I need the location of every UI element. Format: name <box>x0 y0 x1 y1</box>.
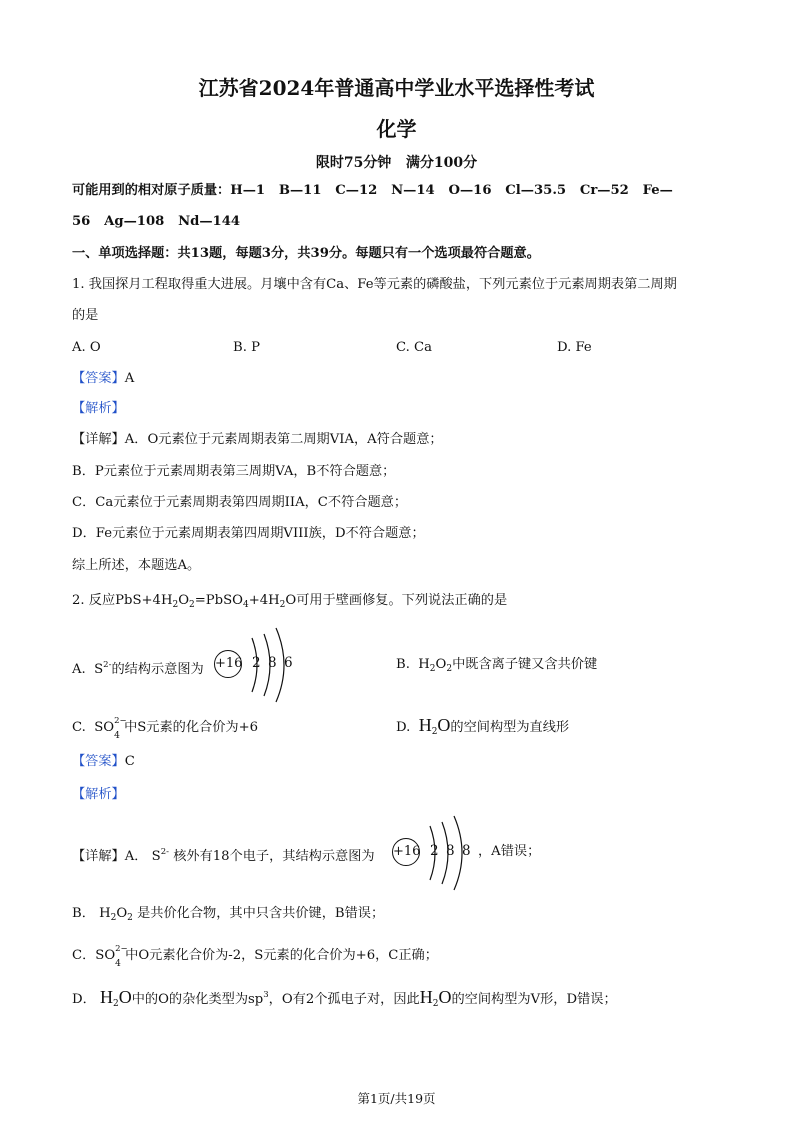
eq-part: +4H <box>248 593 280 608</box>
charge: 2- <box>160 847 169 857</box>
q2-option-b <box>396 656 597 678</box>
q2-analysis-tag: 【解析】 <box>72 787 125 802</box>
s2-structure-diagram-a <box>214 650 304 680</box>
time-info: 限时75分钟 满分100分 <box>315 155 478 171</box>
ion-scripts <box>114 716 127 741</box>
answer-value: C <box>124 754 135 769</box>
formula: O <box>437 715 451 735</box>
subscript: 2 <box>429 664 436 674</box>
eq-sub: 4 <box>242 600 249 610</box>
q2-option-c <box>72 716 259 741</box>
formula: SO <box>95 948 116 963</box>
atomic-masses-line2: 56 Ag—108 Nd—144 <box>72 214 241 229</box>
shell-electrons: 6 <box>284 655 293 671</box>
q1-stem-line2: 的是 <box>72 308 99 323</box>
detail-prefix: B． <box>72 906 95 921</box>
formula: O <box>116 906 128 921</box>
q2-option-a <box>72 656 204 679</box>
shell-electrons: 8 <box>446 843 455 859</box>
q1-detail-d: D．Fe元素位于元素周期表第四周期VIII族，D不符合题意； <box>72 526 425 541</box>
formula: O <box>435 657 447 672</box>
eq-sub: 2 <box>172 600 179 610</box>
option-label: B. <box>396 657 410 672</box>
answer-tag: 【答案】 <box>72 754 125 769</box>
option-text: 中既含离子键又含共价键 <box>452 657 598 672</box>
detail-tag: 【详解】 <box>72 849 125 864</box>
answer-value: A <box>124 371 135 386</box>
subscript: 2 <box>127 913 133 923</box>
subscript: 2 <box>112 999 119 1009</box>
q1-option-d: D. Fe <box>557 340 592 355</box>
answer-tag: 【答案】 <box>72 371 125 386</box>
eq-sub: 2 <box>279 600 286 610</box>
charge: 2− <box>114 716 127 726</box>
section-heading: 一、单项选择题：共13题，每题3分，共39分。每题只有一个选项最符合题意。 <box>72 246 540 261</box>
option-label: C. <box>72 720 86 735</box>
q2-detail-a-end: ，A错误； <box>478 844 541 859</box>
shell-electrons: 8 <box>462 843 471 859</box>
superscript: 3 <box>263 990 269 1000</box>
detail-text: A．O元素位于元素周期表第二周期VIA，A符合题意； <box>124 432 443 447</box>
q2-stem <box>72 592 507 614</box>
ion-scripts <box>115 944 128 969</box>
exam-title: 江苏省2024年普通高中学业水平选择性考试 <box>198 76 595 100</box>
q2-option-d <box>396 716 569 741</box>
formula: H <box>418 657 430 672</box>
option-label: D. <box>396 720 411 735</box>
formula: H <box>419 987 433 1007</box>
subscript: 2 <box>446 664 453 674</box>
q2-answer <box>72 753 135 771</box>
q2-detail-b <box>72 905 384 927</box>
stem-suffix: 可用于壁画修复。下列说法正确的是 <box>296 593 508 608</box>
detail-text: 中O元素化合价为-2，S元素的化合价为+6，C正确； <box>125 948 438 963</box>
page-number: 第1页/共19页 <box>357 1091 436 1106</box>
subscript: 2 <box>432 999 439 1009</box>
q1-detail-a <box>72 431 443 449</box>
reaction-equation <box>115 593 296 608</box>
formula: S <box>94 662 104 677</box>
q1-option-b: B. P <box>233 340 260 355</box>
q1-analysis-tag: 【解析】 <box>72 401 125 416</box>
subscript: 2 <box>110 913 117 923</box>
q1-answer <box>72 370 134 388</box>
s2-structure-diagram-detail <box>392 838 492 868</box>
formula: O <box>118 987 132 1007</box>
option-label: A. <box>72 662 86 677</box>
shell-electrons: 2 <box>430 843 439 859</box>
q1-option-c: C. Ca <box>396 340 432 355</box>
q2-detail-a <box>72 843 375 866</box>
q1-detail-c: C．Ca元素位于元素周期表第四周期IIA，C不符合题意； <box>72 495 408 510</box>
detail-text: 的空间构型为V形，D错误； <box>451 992 617 1007</box>
detail-prefix: C． <box>72 948 96 963</box>
formula: H <box>99 906 111 921</box>
eq-part: =PbSO <box>194 593 243 608</box>
subject-title: 化学 <box>376 117 417 141</box>
formula: S <box>151 849 161 864</box>
detail-text: 核外有18个电子，其结构示意图为 <box>173 849 375 864</box>
nucleus: +16 <box>214 650 242 678</box>
detail-prefix: A． <box>124 849 148 864</box>
subscript: 4 <box>115 959 121 969</box>
shell-electrons: 8 <box>268 655 277 671</box>
eq-part: PbS+4H <box>115 593 173 608</box>
charge: 2− <box>115 944 128 954</box>
option-text: 中S元素的化合价为+6 <box>124 720 259 735</box>
stem-prefix: 2. 反应 <box>72 593 116 608</box>
eq-part: O <box>285 593 297 608</box>
formula: SO <box>94 720 115 735</box>
option-text: 的结构示意图为 <box>111 662 204 677</box>
formula: sp <box>248 992 264 1007</box>
detail-text: 中的O的杂化类型为 <box>131 992 249 1007</box>
atomic-masses-line1: 可能用到的相对原子质量：H—1 B—11 C—12 N—14 O—16 Cl—35.5 Cr—52 Fe— <box>72 183 673 198</box>
formula: H <box>99 987 113 1007</box>
eq-part: O <box>178 593 189 608</box>
q1-option-a: A. O <box>72 340 101 355</box>
q2-detail-d <box>72 986 617 1013</box>
formula: H <box>418 715 432 735</box>
nucleus: +16 <box>392 838 420 866</box>
q1-conclusion: 综上所述，本题选A。 <box>72 558 201 573</box>
eq-sub: 2 <box>189 600 195 610</box>
option-text: 的空间构型为直线形 <box>450 720 570 735</box>
q1-detail-b: B．P元素位于元素周期表第三周期VA，B不符合题意； <box>72 464 396 479</box>
shell-electrons: 2 <box>252 655 261 671</box>
detail-text: ，O有2个孤电子对，因此 <box>268 992 420 1007</box>
charge: 2- <box>103 660 112 670</box>
subscript: 4 <box>114 731 120 741</box>
subscript: 2 <box>431 727 438 737</box>
q2-detail-c <box>72 944 438 969</box>
formula: O <box>438 987 452 1007</box>
detail-text: 是共价化合物，其中只含共价键，B错误； <box>137 906 385 921</box>
detail-tag: 【详解】 <box>72 432 125 447</box>
detail-prefix: D． <box>72 992 96 1007</box>
q1-stem-line1: 1. 我国探月工程取得重大进展。月壤中含有Ca、Fe等元素的磷酸盐，下列元素位于元素周期表第二周期 <box>72 277 677 292</box>
